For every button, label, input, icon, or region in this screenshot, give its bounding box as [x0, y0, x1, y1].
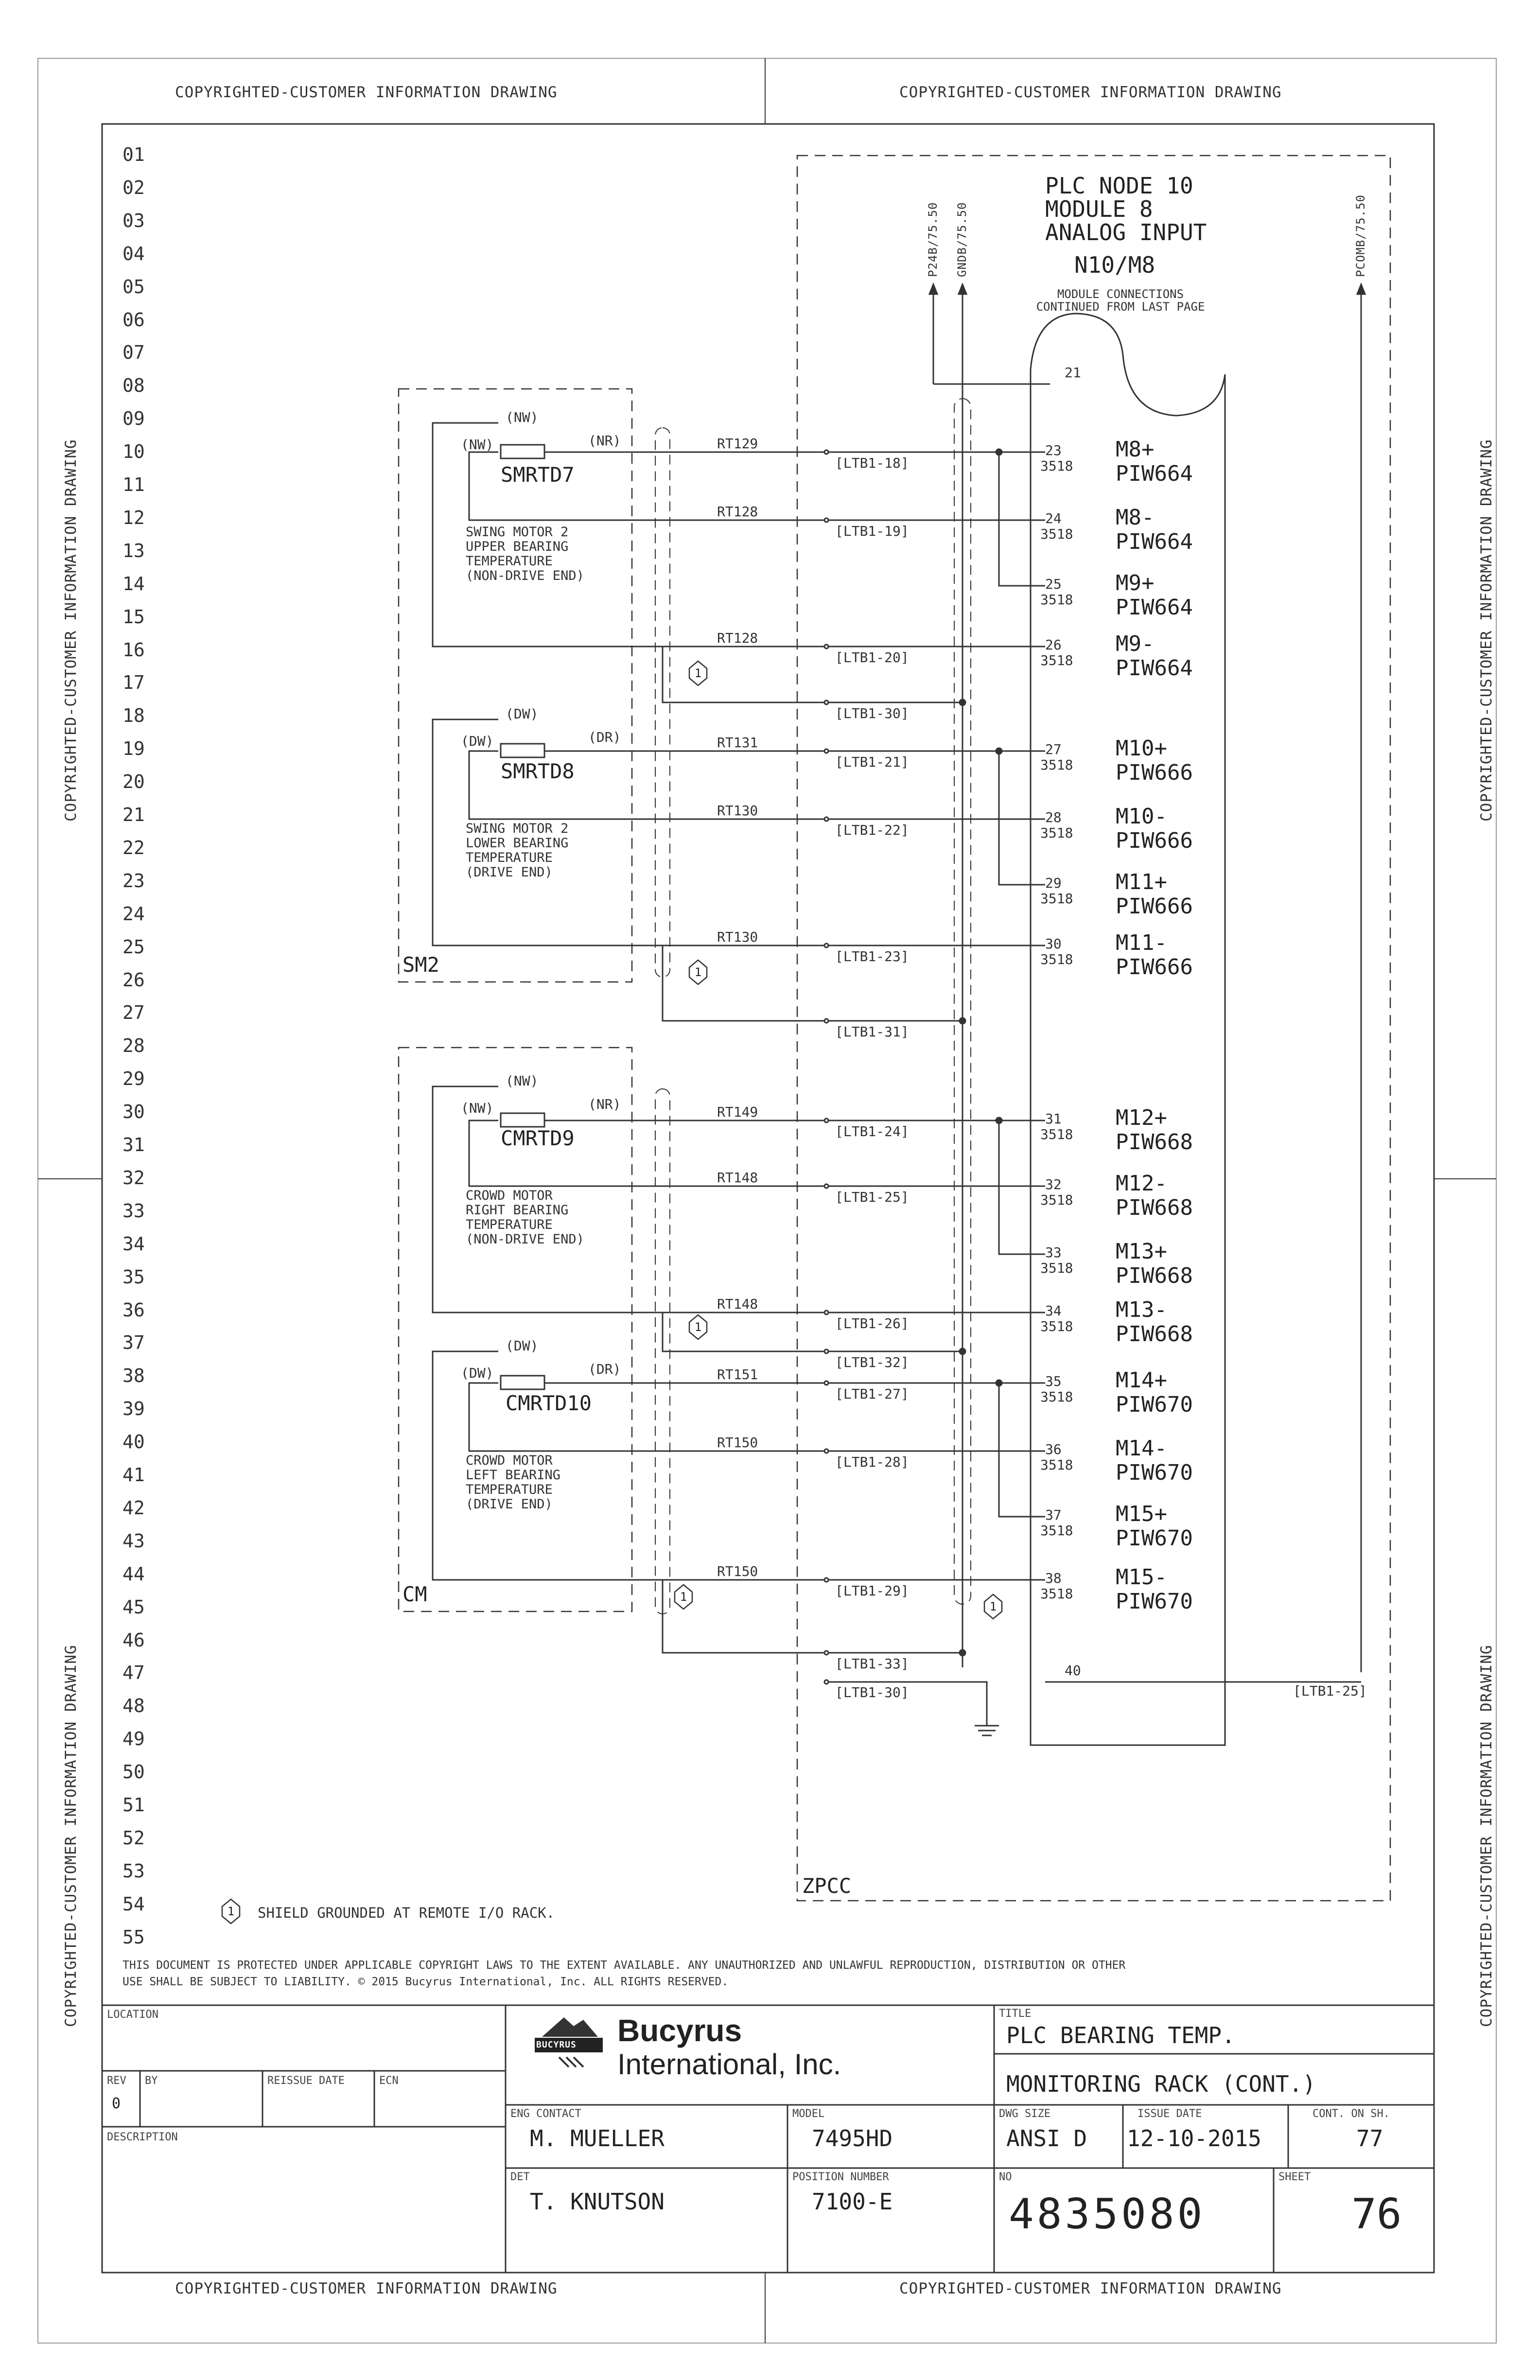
ref-p24b: P24B/75.50: [926, 202, 940, 277]
row-number: 44: [122, 1563, 145, 1585]
shield-tag: 1: [694, 1320, 702, 1334]
tb-issue-date: 12-10-2015: [1127, 2125, 1261, 2152]
terminal-piw-address: PIW664: [1116, 595, 1193, 620]
row-number: 14: [122, 573, 145, 595]
terminal-piw-address: PIW668: [1116, 1195, 1193, 1220]
terminal-piw-address: PIW670: [1116, 1392, 1193, 1417]
rtd-wire-code: (NW): [506, 409, 539, 425]
terminal-ref: 3518: [1040, 1192, 1073, 1208]
rtd-description: CROWD MOTOR RIGHT BEARING TEMPERATURE (NON-DRIVE END): [466, 1188, 584, 1247]
tb-reissue-label: REISSUE DATE: [267, 2075, 345, 2087]
terminal-piw-address: PIW666: [1116, 955, 1193, 980]
row-number: 52: [122, 1827, 145, 1849]
ltb-ground: [LTB1-30]: [835, 1684, 909, 1700]
module-note-line: MODULE CONNECTIONS: [1057, 287, 1184, 301]
banner-top-right: COPYRIGHTED-CUSTOMER INFORMATION DRAWING: [899, 84, 1282, 101]
shield-tag: 1: [989, 1600, 997, 1613]
rtd-tag: CMRTD10: [506, 1391, 592, 1415]
wire-label: RT130: [717, 803, 758, 819]
terminal-signal: M13+: [1116, 1239, 1167, 1264]
shield-tag: 1: [694, 666, 702, 680]
tb-position-label: POSITION NUMBER: [792, 2171, 889, 2183]
terminal-ref: 3518: [1040, 1389, 1073, 1405]
tb-drawing-number: 4835080: [1009, 2190, 1206, 2239]
wire-label: RT128: [717, 630, 758, 646]
tb-sheet: 76: [1351, 2190, 1402, 2239]
outer-border: [38, 58, 1496, 2343]
terminal-ref: 3518: [1040, 1522, 1073, 1539]
rtd-wire-code: (DW): [461, 1365, 494, 1381]
terminal-ref: 3518: [1040, 1260, 1073, 1276]
ltb-shield-terminal: [LTB1-33]: [835, 1656, 909, 1672]
row-number: 28: [122, 1035, 145, 1057]
row-number: 43: [122, 1530, 145, 1552]
row-number: 15: [122, 606, 145, 628]
terminal-piw-address: PIW668: [1116, 1263, 1193, 1288]
zpcc-label: ZPCC: [802, 1874, 852, 1898]
terminal-number: 30: [1045, 936, 1062, 952]
terminal-number: 36: [1045, 1441, 1062, 1457]
rtd-wire-code: (DW): [506, 706, 539, 722]
ltb-terminal: [LTB1-18]: [835, 455, 909, 471]
row-number: 29: [122, 1068, 145, 1090]
row-number: 23: [122, 870, 145, 892]
row-number: 37: [122, 1332, 145, 1354]
drawing-frame: [102, 124, 1434, 2273]
terminal-signal: M14-: [1116, 1436, 1167, 1461]
row-number: 42: [122, 1497, 145, 1519]
terminal-signal: M11-: [1116, 930, 1167, 955]
row-number: 49: [122, 1728, 145, 1750]
row-number: 04: [122, 243, 145, 264]
ltb-terminal: [LTB1-21]: [835, 754, 909, 770]
tb-position: 7100-E: [812, 2188, 893, 2215]
terminal-number: 29: [1045, 875, 1062, 891]
row-number: 17: [122, 672, 145, 694]
row-number: 51: [122, 1794, 145, 1816]
ltb-terminal: [LTB1-26]: [835, 1315, 909, 1331]
ref-gndb: GNDB/75.50: [955, 202, 969, 277]
terminal-21: 21: [1065, 365, 1081, 381]
terminal-piw-address: PIW664: [1116, 529, 1193, 554]
terminal-piw-address: PIW664: [1116, 461, 1193, 486]
ltb-terminal: [LTB1-27]: [835, 1386, 909, 1402]
banner-left-lower: COPYRIGHTED-CUSTOMER INFORMATION DRAWING: [62, 1645, 80, 2027]
row-number: 10: [122, 441, 145, 463]
terminal-piw-address: PIW666: [1116, 894, 1193, 919]
tb-model: 7495HD: [812, 2125, 893, 2152]
row-number: 32: [122, 1167, 145, 1189]
shield-tag: 1: [694, 965, 702, 979]
tb-cont-label: CONT. ON SH.: [1312, 2108, 1390, 2120]
tb-eng-contact: M. MUELLER: [530, 2125, 665, 2152]
tb-ecn-label: ECN: [379, 2075, 399, 2087]
terminal-piw-address: PIW668: [1116, 1130, 1193, 1155]
wire-label: RT148: [717, 1296, 758, 1312]
company-name-line1: Bucyrus: [617, 2013, 742, 2048]
tb-description-label: DESCRIPTION: [107, 2131, 178, 2143]
terminal-ref: 3518: [1040, 757, 1073, 773]
terminal-number: 28: [1045, 809, 1062, 825]
module-title: [1045, 174, 1207, 244]
ltb-terminal: [LTB1-24]: [835, 1123, 909, 1139]
terminal-number: 35: [1045, 1373, 1062, 1389]
banner-bottom-right: COPYRIGHTED-CUSTOMER INFORMATION DRAWING: [899, 2280, 1282, 2297]
ltb-terminal: [LTB1-20]: [835, 649, 909, 665]
tb-dwg-size-label: DWG SIZE: [999, 2108, 1050, 2120]
rtd-tag: SMRTD8: [501, 759, 575, 783]
row-number: 25: [122, 936, 145, 958]
terminal-number: 37: [1045, 1507, 1062, 1523]
tb-rev-label: REV: [107, 2075, 126, 2087]
group-label-sm2: SM2: [402, 953, 439, 977]
module-node: N10/M8: [1074, 252, 1155, 278]
row-number: 06: [122, 309, 145, 331]
shield-tag: 1: [680, 1590, 687, 1604]
row-number: 41: [122, 1464, 145, 1486]
tb-det: T. KNUTSON: [530, 2188, 665, 2215]
ref-pcomb: PCOMB/75.50: [1354, 194, 1367, 277]
banner-top-left: COPYRIGHTED-CUSTOMER INFORMATION DRAWING: [175, 84, 558, 101]
ltb-terminal: [LTB1-23]: [835, 948, 909, 964]
terminal-signal: M15-: [1116, 1565, 1167, 1590]
rtd-tag: CMRTD9: [501, 1126, 575, 1150]
terminal-number: 38: [1045, 1570, 1062, 1586]
terminal-number: 32: [1045, 1176, 1062, 1192]
terminal-number: 26: [1045, 637, 1062, 653]
ltb-terminal: [LTB1-29]: [835, 1583, 909, 1599]
row-number: 38: [122, 1365, 145, 1387]
tb-model-label: MODEL: [792, 2108, 825, 2120]
tb-rev: 0: [112, 2095, 121, 2112]
module-title-line: PLC NODE 10: [1045, 173, 1193, 199]
terminal-signal: M8-: [1116, 505, 1155, 530]
row-number: 30: [122, 1101, 145, 1123]
row-number: 27: [122, 1002, 145, 1024]
row-number: 53: [122, 1860, 145, 1882]
copyright-line-2: USE SHALL BE SUBJECT TO LIABILITY. © 2015 Bucyrus International, Inc. ALL RIGHTS RESERVED.: [122, 1976, 729, 1988]
terminal-ref: 3518: [1040, 592, 1073, 608]
terminal-ref: 3518: [1040, 825, 1073, 841]
wire-label: RT128: [717, 504, 758, 520]
tb-dwg-size: ANSI D: [1006, 2125, 1087, 2152]
row-number: 40: [122, 1431, 145, 1453]
rtd-wire-code: (NW): [506, 1073, 539, 1089]
terminal-number: 33: [1045, 1244, 1062, 1260]
terminal-piw-address: PIW668: [1116, 1322, 1193, 1347]
terminal-piw-address: PIW664: [1116, 656, 1193, 681]
row-number: 39: [122, 1398, 145, 1420]
row-number: 45: [122, 1596, 145, 1618]
row-number: 16: [122, 639, 145, 661]
rtd-description: SWING MOTOR 2 LOWER BEARING TEMPERATURE (DRIVE END): [466, 821, 569, 880]
terminal-piw-address: PIW670: [1116, 1460, 1193, 1485]
row-number: 02: [122, 176, 145, 198]
rtd-wire-code: (DW): [506, 1338, 539, 1354]
row-number: 34: [122, 1233, 145, 1255]
terminal-ref: 3518: [1040, 1126, 1073, 1142]
rtd-wire-code: (NR): [588, 1096, 621, 1112]
tb-issue-date-label: ISSUE DATE: [1138, 2108, 1202, 2120]
wire-label: RT148: [717, 1170, 758, 1186]
rtd-wire-code: (NR): [588, 433, 621, 449]
ltb-terminal: [LTB1-19]: [835, 523, 909, 539]
row-number: 01: [122, 144, 145, 165]
row-number: 54: [122, 1893, 145, 1915]
row-number: 31: [122, 1134, 145, 1155]
wire-label: RT130: [717, 929, 758, 945]
rtd-wire-code: (DW): [461, 733, 494, 749]
terminal-ref: 3518: [1040, 652, 1073, 668]
row-number: 24: [122, 903, 145, 925]
tb-cont: 77: [1356, 2125, 1383, 2152]
row-number: 12: [122, 507, 145, 528]
company-name-line2: International, Inc.: [617, 2048, 841, 2081]
group-label-cm: CM: [402, 1582, 427, 1606]
row-number: 35: [122, 1266, 145, 1288]
row-number: 36: [122, 1299, 145, 1321]
banner-right-lower: COPYRIGHTED-CUSTOMER INFORMATION DRAWING: [1478, 1645, 1495, 2027]
terminal-ref: 3518: [1040, 1318, 1073, 1334]
wire-label: RT150: [717, 1435, 758, 1451]
ltb-terminal: [LTB1-22]: [835, 822, 909, 838]
wire-label: RT149: [717, 1104, 758, 1120]
ltb-shield-terminal: [LTB1-32]: [835, 1354, 909, 1370]
module-note: [1018, 288, 1223, 313]
legend-text: SHIELD GROUNDED AT REMOTE I/O RACK.: [258, 1905, 555, 1921]
rtd-tag: SMRTD7: [501, 463, 575, 487]
row-number: 07: [122, 342, 145, 364]
row-number: 03: [122, 210, 145, 231]
row-number: 08: [122, 375, 145, 397]
row-number: 48: [122, 1695, 145, 1717]
tb-det-label: DET: [510, 2171, 530, 2183]
row-number: 26: [122, 969, 145, 991]
ltb-terminal: [LTB1-25]: [835, 1189, 909, 1205]
tb-title-line2: MONITORING RACK (CONT.): [1006, 2071, 1316, 2097]
ltb-shield-terminal: [LTB1-30]: [835, 705, 909, 721]
logo-wordmark: BUCYRUS: [536, 2040, 577, 2050]
terminal-ref: 3518: [1040, 526, 1073, 542]
terminal-number: 27: [1045, 741, 1062, 757]
tb-sheet-label: SHEET: [1278, 2171, 1311, 2183]
rtd-description: CROWD MOTOR LEFT BEARING TEMPERATURE (DRIVE END): [466, 1453, 561, 1512]
module-title-line: ANALOG INPUT: [1045, 219, 1207, 245]
row-number: 33: [122, 1200, 145, 1222]
rtd-wire-code: (NW): [461, 1100, 494, 1116]
terminal-signal: M15+: [1116, 1502, 1167, 1526]
row-number: 11: [122, 474, 145, 495]
row-number: 13: [122, 540, 145, 561]
wire-label: RT129: [717, 436, 758, 452]
terminal-signal: M11+: [1116, 870, 1167, 894]
row-number: 19: [122, 738, 145, 760]
ltb-shield-terminal: [LTB1-31]: [835, 1024, 909, 1040]
rtd-wire-code: (DR): [588, 729, 621, 745]
wire-label: RT150: [717, 1563, 758, 1579]
row-number: 47: [122, 1662, 145, 1684]
terminal-number: 23: [1045, 442, 1062, 458]
terminal-signal: M14+: [1116, 1368, 1167, 1393]
terminal-ref: 3518: [1040, 1457, 1073, 1473]
rtd-wire-code: (DR): [588, 1361, 621, 1377]
row-number: 20: [122, 771, 145, 793]
module-title-line: MODULE 8: [1045, 196, 1153, 222]
terminal-signal: M10-: [1116, 804, 1167, 829]
wire-label: RT151: [717, 1366, 758, 1382]
ltb-terminal: [LTB1-28]: [835, 1454, 909, 1470]
module-note-line: CONTINUED FROM LAST PAGE: [1036, 300, 1205, 314]
terminal-piw-address: PIW670: [1116, 1526, 1193, 1551]
row-number: 09: [122, 408, 145, 430]
banner-bottom-left: COPYRIGHTED-CUSTOMER INFORMATION DRAWING: [175, 2280, 558, 2297]
terminal-signal: M10+: [1116, 736, 1167, 761]
ltb-ground-ref: [LTB1-25]: [1293, 1683, 1367, 1699]
banner-right-upper: COPYRIGHTED-CUSTOMER INFORMATION DRAWING: [1478, 439, 1495, 822]
terminal-signal: M12+: [1116, 1105, 1167, 1130]
tb-title-label: TITLE: [999, 2008, 1032, 2020]
banner-left-upper: COPYRIGHTED-CUSTOMER INFORMATION DRAWING: [62, 439, 80, 822]
row-number: 46: [122, 1629, 145, 1651]
terminal-40: 40: [1065, 1662, 1081, 1679]
terminal-ref: 3518: [1040, 1586, 1073, 1602]
terminal-piw-address: PIW666: [1116, 760, 1193, 785]
row-number: 50: [122, 1761, 145, 1783]
terminal-ref: 3518: [1040, 458, 1073, 474]
terminal-signal: M13-: [1116, 1297, 1167, 1322]
terminal-signal: M9+: [1116, 571, 1155, 595]
terminal-signal: M8+: [1116, 437, 1155, 462]
copyright-line-1: THIS DOCUMENT IS PROTECTED UNDER APPLICABLE COPYRIGHT LAWS TO THE EXTENT AVAILABLE. ANY UNAUTHORIZED AND UNLAWFUL REPRODUCTION, DISTRIBUTION OR OTHER: [122, 1959, 1126, 1972]
wire-label: RT131: [717, 735, 758, 751]
legend-shield-tag: 1: [227, 1905, 235, 1918]
terminal-piw-address: PIW670: [1116, 1589, 1193, 1614]
terminal-number: 34: [1045, 1303, 1062, 1319]
terminal-signal: M9-: [1116, 631, 1155, 656]
rtd-description: SWING MOTOR 2 UPPER BEARING TEMPERATURE (NON-DRIVE END): [466, 525, 584, 583]
terminal-number: 25: [1045, 576, 1062, 592]
tb-by-label: BY: [145, 2075, 158, 2087]
terminal-ref: 3518: [1040, 951, 1073, 967]
terminal-signal: M12-: [1116, 1171, 1167, 1196]
tb-eng-contact-label: ENG CONTACT: [510, 2108, 581, 2120]
rtd-wire-code: (NW): [461, 437, 494, 453]
terminal-number: 24: [1045, 510, 1062, 526]
tb-no-label: NO: [999, 2171, 1012, 2183]
terminal-number: 31: [1045, 1111, 1062, 1127]
row-number: 55: [122, 1926, 145, 1948]
tb-title-line1: PLC BEARING TEMP.: [1006, 2022, 1235, 2048]
row-number: 22: [122, 837, 145, 858]
row-number: 05: [122, 276, 145, 298]
row-number: 18: [122, 705, 145, 727]
terminal-piw-address: PIW666: [1116, 828, 1193, 853]
tb-location-label: LOCATION: [107, 2009, 158, 2021]
terminal-ref: 3518: [1040, 891, 1073, 907]
row-number: 21: [122, 804, 145, 825]
